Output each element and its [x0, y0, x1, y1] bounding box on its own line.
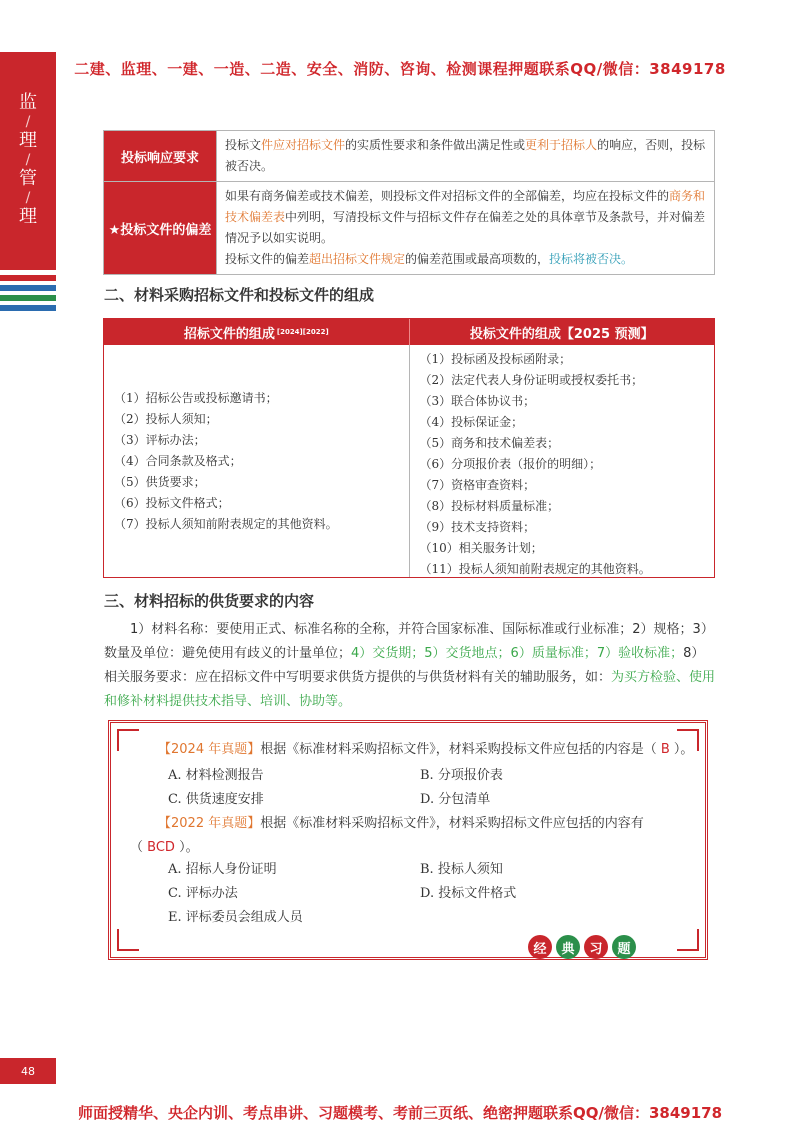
- row-head: ★投标文件的偏差: [104, 182, 217, 275]
- list-item: （8）投标材料质量标准；: [419, 499, 560, 513]
- list-item: （1）投标函及投标函附录；: [419, 352, 572, 366]
- side-char: 监: [19, 92, 37, 113]
- side-slash: /: [25, 190, 31, 206]
- list-item: （4）合同条款及格式；: [114, 453, 242, 468]
- option: A. 招标人身份证明: [168, 862, 277, 877]
- option: C. 供货速度安排: [168, 792, 264, 807]
- side-stripes: [0, 275, 56, 315]
- badge-char: 习: [584, 935, 608, 959]
- list-item: （9）技术支持资料；: [419, 520, 536, 534]
- list-item: （5）商务和技术偏差表；: [419, 436, 560, 450]
- question-2-answer: （ BCD ）。: [130, 840, 199, 855]
- list-item: （1）招标公告或投标邀请书；: [114, 390, 278, 405]
- tender-doc-list: [104, 345, 410, 577]
- side-slash: /: [25, 152, 31, 168]
- list-item: （4）投标保证金；: [419, 415, 524, 429]
- list-item: （11）投标人须知前附表规定的其他资料。: [419, 562, 651, 576]
- list-item: （2）投标人须知；: [114, 411, 218, 426]
- section-heading: 二、材料采购招标文件和投标文件的组成: [104, 286, 375, 304]
- option: B. 投标人须知: [420, 862, 503, 877]
- question-1: 【2024 年真题】根据《标准材料采购招标文件》，材料采购投标文件应包括的内容是（ B ）。: [158, 742, 694, 757]
- row-content: 如果有商务偏差或技术偏差，则投标文件对招标文件的全部偏差，均应在投标文件的商务和技术偏差表中列明，写清投标文件与招标文件存在偏差之处的具体章节及条款号，并对偏差情况予以如实说明。 投标文件的偏差超出招标文件规定的偏差范围或最高项数的，投标将被否决。: [217, 182, 715, 275]
- side-char: 理: [19, 206, 37, 227]
- row-content: 投标文件应对招标文件的实质性要求和条件做出满足性或更利于招标人的响应，否则，投标被否决。: [217, 131, 715, 182]
- column-header: 招标文件的组成 [2024][2022]: [104, 319, 410, 345]
- question-2: 【2022 年真题】根据《标准材料采购招标文件》，材料采购招标文件应包括的内容有: [158, 816, 644, 831]
- list-item: （3）联合体协议书；: [419, 394, 536, 408]
- side-char: 管: [19, 168, 37, 189]
- list-item: （7）投标人须知前附表规定的其他资料。: [114, 516, 338, 531]
- bid-requirement-table: [103, 130, 715, 275]
- option: B. 分项报价表: [420, 768, 503, 783]
- footer-banner: 师面授精华、央企内训、考点串讲、习题模考、考前三页纸、绝密押题联系QQ/微信：3849178: [77, 1104, 723, 1122]
- option: A. 材料检测报告: [168, 768, 264, 783]
- page-number: 48: [0, 1058, 56, 1084]
- option: D. 投标文件格式: [420, 886, 517, 901]
- list-item: （7）资格审查资料；: [419, 478, 536, 492]
- list-item: （5）供货要求；: [114, 474, 206, 489]
- side-char: 理: [19, 130, 37, 151]
- composition-table: [103, 318, 715, 578]
- row-head: 投标响应要求: [104, 131, 217, 182]
- list-item: （6）分项报价表（报价的明细）；: [419, 457, 602, 471]
- list-item: （10）相关服务计划；: [419, 541, 543, 555]
- option: E. 评标委员会组成人员: [168, 910, 303, 925]
- column-header: 投标文件的组成【2025 预测】: [469, 326, 654, 342]
- badge-char: 题: [612, 935, 636, 959]
- list-item: （6）投标文件格式；: [114, 495, 230, 510]
- list-item: （2）法定代表人身份证明或授权委托书；: [419, 373, 644, 387]
- list-item: （3）评标办法；: [114, 432, 206, 447]
- supply-requirements-paragraph: 1）材料名称：要使用正式、标准名称的全称，并符合国家标准、国际标准或行业标准；2）规格；3）数量及单位：避免使用有歧义的计量单位；4）交货期；5）交货地点；6）质量标准；7）验收标准；8）相关服务要求：应在招标文件中写明要求供货方提供的与供货材料有关的辅助服务，如：为买方检验、使用和修补材料提供技术指导、培训、协助等。: [104, 622, 716, 709]
- badge-char: 经: [528, 935, 552, 959]
- badge-char: 典: [556, 935, 580, 959]
- chapter-side-tab: [0, 52, 56, 270]
- option: C. 评标办法: [168, 886, 238, 901]
- bid-doc-list: [410, 345, 715, 577]
- section-heading: 三、材料招标的供货要求的内容: [104, 592, 315, 610]
- header-banner: 二建、监理、一建、一造、二造、安全、消防、咨询、检测课程押题联系QQ/微信：3849178: [74, 60, 726, 78]
- side-slash: /: [25, 114, 31, 130]
- option: D. 分包清单: [420, 792, 491, 807]
